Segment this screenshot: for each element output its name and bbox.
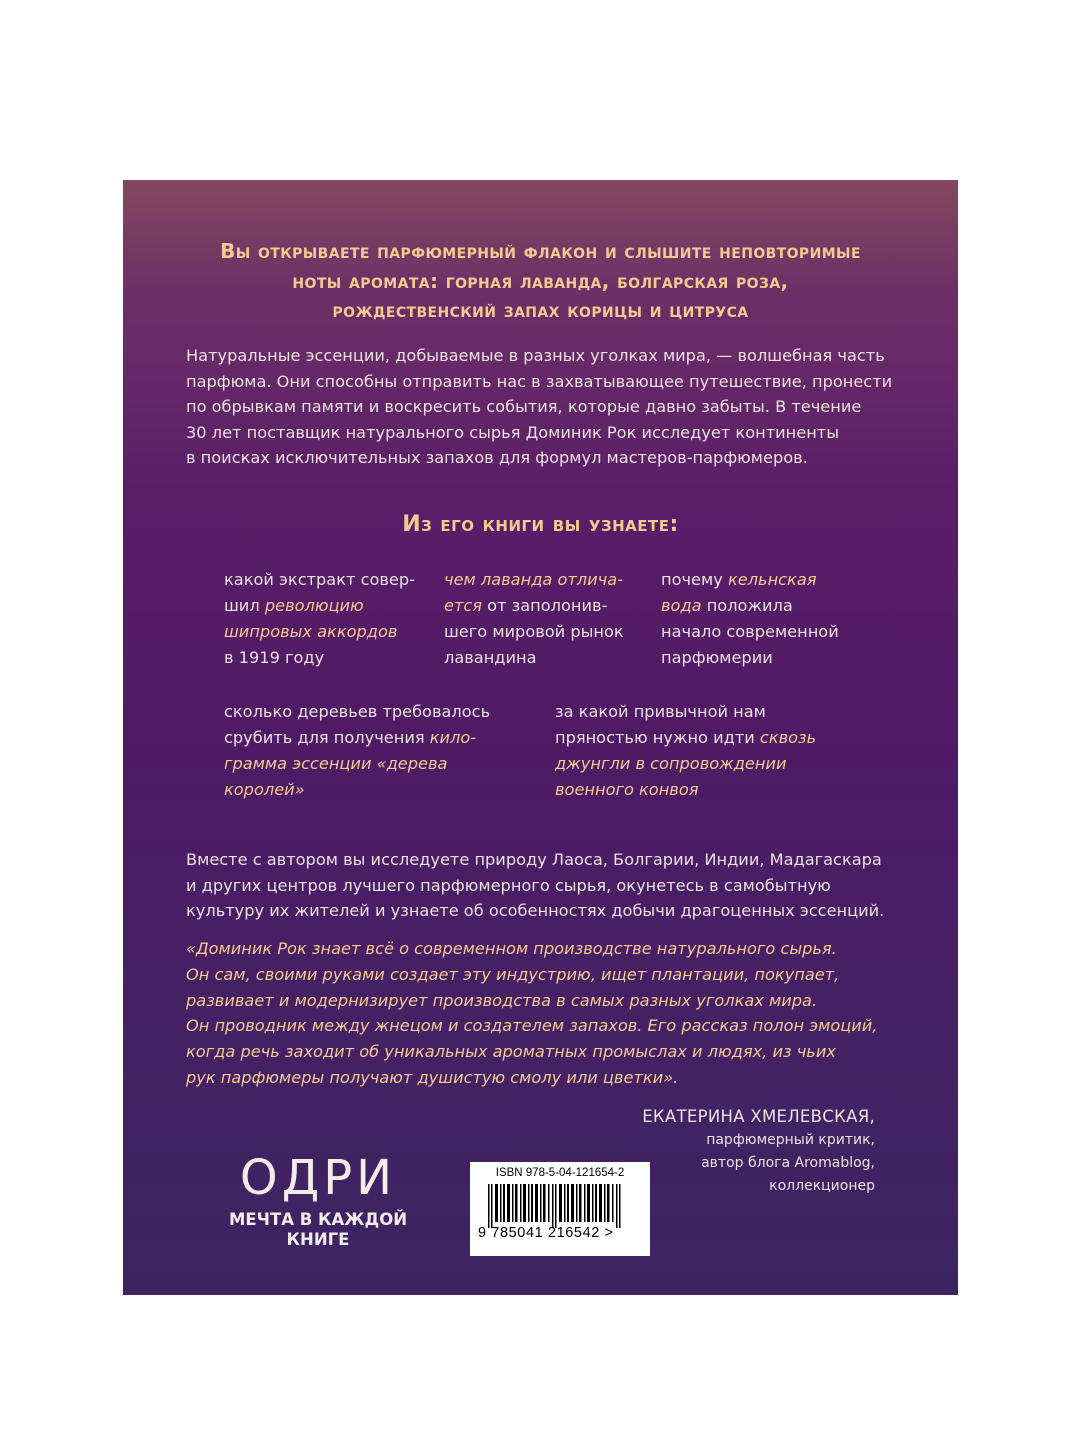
quote-line: «Доминик Рок знает всё о современном производстве натурального сырья. bbox=[186, 939, 837, 958]
bullet-item-spice bbox=[555, 699, 816, 803]
quote-line: Он проводник между жнецом и создателем запахов. Его рассказ полон эмоций, bbox=[186, 1016, 878, 1036]
bullet-highlight: шипровых аккордов bbox=[224, 622, 398, 641]
headline-line: ноты аромата: горная лаванда, болгарская роза, bbox=[292, 268, 789, 293]
bullet-line bbox=[661, 567, 839, 593]
bullet-text: положила bbox=[701, 596, 793, 615]
bullet-line: парфюмерии bbox=[661, 648, 773, 667]
author-role: парфюмерный критик, bbox=[706, 1132, 875, 1148]
bullet-line bbox=[555, 725, 816, 751]
bullet-highlight: кило- bbox=[429, 728, 477, 747]
tagline-line: КНИГЕ bbox=[286, 1230, 350, 1249]
bullet-highlight: военного конвоя bbox=[555, 780, 699, 799]
bullet-line: за какой привычной нам bbox=[555, 702, 766, 721]
isbn-digits: 9 785041 216542 > bbox=[478, 1225, 614, 1241]
bullet-item-extract bbox=[224, 567, 415, 671]
quote-author bbox=[642, 1105, 875, 1198]
bullet-text: срубить для получения bbox=[224, 728, 430, 747]
headline-line: Вы открываете парфюмерный флакон и слышите неповторимые bbox=[220, 239, 861, 263]
isbn-label: ISBN 978-5-04-121654-2 bbox=[495, 1167, 625, 1179]
bullet-text: шил bbox=[224, 596, 265, 615]
bullet-line: начало современной bbox=[661, 622, 839, 641]
intro-line: в поисках исключительных запахов для формул мастеров-парфюмеров. bbox=[186, 448, 808, 468]
intro-line: 30 лет поставщик натурального сырья Доминик Рок исследует континенты bbox=[186, 422, 839, 442]
bullet-item-cologne bbox=[661, 567, 839, 671]
bullet-line bbox=[444, 593, 624, 619]
author-role: автор блога Aromablog, bbox=[701, 1155, 875, 1171]
explore-paragraph bbox=[186, 847, 884, 924]
bullet-line bbox=[224, 593, 415, 619]
bullet-text: почему bbox=[661, 570, 728, 589]
quote-line: развивает и модернизирует производства в самых разных уголках мира. bbox=[186, 990, 818, 1010]
bullet-highlight: революцию bbox=[264, 596, 364, 615]
bullet-highlight: вода bbox=[661, 596, 702, 615]
headline bbox=[163, 237, 918, 326]
book-back-cover bbox=[123, 180, 958, 1295]
bullet-line bbox=[224, 725, 490, 751]
bullet-line: какой экстракт совер- bbox=[224, 570, 416, 589]
intro-paragraph bbox=[186, 343, 892, 471]
intro-line: по обрывкам памяти и воскресить события, которые давно забыты. В течение bbox=[186, 397, 862, 417]
review-quote bbox=[186, 936, 877, 1091]
author-name: ЕКАТЕРИНА ХМЕЛЕВСКАЯ, bbox=[642, 1107, 875, 1126]
publisher-logo bbox=[223, 1152, 413, 1250]
section-subheading: Из его книги вы узнаете: bbox=[402, 512, 679, 537]
barcode-icon bbox=[488, 1184, 632, 1228]
intro-line: парфюма. Они способны отправить нас в захватывающее путешествие, пронести bbox=[186, 371, 893, 391]
bullet-line: лавандина bbox=[444, 648, 537, 667]
publisher-logo-wordmark: ОДРИ bbox=[239, 1150, 397, 1206]
explore-line: Вместе с автором вы исследуете природу Лаоса, Болгарии, Индии, Мадагаскара bbox=[186, 850, 882, 869]
bullet-item-trees bbox=[224, 699, 490, 803]
author-role: коллекционер bbox=[769, 1178, 875, 1194]
bullet-line: шего мировой рынок bbox=[444, 622, 624, 641]
explore-line: и других центров лучшего парфюмерного сырья, окунетесь в самобытную bbox=[186, 875, 831, 895]
bullet-highlight: королей» bbox=[224, 780, 305, 799]
quote-line: когда речь заходит об уникальных ароматных промыслах и людях, из чьих bbox=[186, 1042, 836, 1062]
quote-line: Он сам, своими руками создает эту индустрию, ищет плантации, покупает, bbox=[186, 964, 840, 984]
bullet-line: в 1919 году bbox=[224, 648, 325, 667]
publisher-tagline bbox=[223, 1210, 413, 1250]
bullet-highlight: джунгли в сопровождении bbox=[555, 754, 787, 773]
bullet-text: пряностью нужно идти bbox=[555, 728, 760, 747]
bullet-line bbox=[661, 593, 839, 619]
headline-line: рождественский запах корицы и цитруса bbox=[332, 298, 749, 322]
bullet-highlight: кельнская bbox=[727, 570, 817, 589]
bullet-line: сколько деревьев требовалось bbox=[224, 702, 491, 721]
bullet-highlight: чем лаванда отлича- bbox=[444, 570, 623, 589]
quote-line: рук парфюмеры получают душистую смолу или цветки». bbox=[186, 1067, 679, 1087]
bullet-item-lavender bbox=[444, 567, 624, 671]
bullet-highlight: ется bbox=[444, 596, 483, 615]
bullet-highlight: сквозь bbox=[759, 728, 817, 747]
explore-line: культуру их жителей и узнаете об особенностях добычи драгоценных эссенций. bbox=[186, 901, 885, 921]
tagline-line: МЕЧТА В КАЖДОЙ bbox=[228, 1210, 408, 1229]
isbn-barcode-panel bbox=[470, 1162, 650, 1256]
bullet-text: от заполонив- bbox=[482, 596, 608, 615]
bullet-highlight: грамма эссенции «дерева bbox=[224, 754, 448, 773]
intro-line: Натуральные эссенции, добываемые в разных уголках мира, — волшебная часть bbox=[186, 346, 885, 365]
